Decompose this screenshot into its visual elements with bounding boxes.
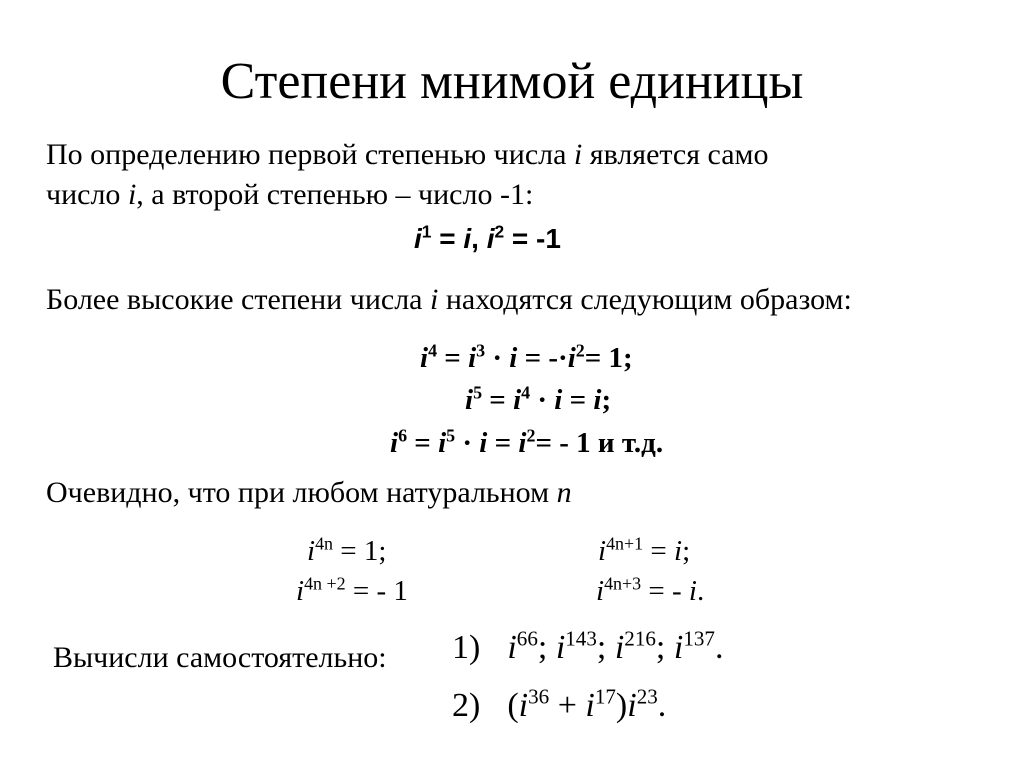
eq-text: = 1;: [333, 535, 387, 567]
eq-symbol: i: [507, 629, 517, 666]
intro-text: число: [46, 178, 128, 211]
equation-i4: [420, 341, 633, 375]
eq-text: ,: [471, 223, 487, 254]
eq-text: ·: [530, 384, 555, 416]
eq-exponent: 4n+1: [606, 533, 644, 554]
eq-symbol: i: [438, 427, 447, 459]
eq-symbol: i: [596, 575, 605, 607]
eq-text: =: [487, 427, 519, 459]
eq-exponent: 4: [521, 382, 531, 403]
eq-symbol: i: [673, 629, 684, 666]
eq-text: ·: [485, 342, 510, 374]
eq-symbol: i: [509, 342, 518, 374]
eq-text: =: [562, 384, 594, 416]
eq-text: =: [407, 427, 439, 459]
eq-exponent: 216: [624, 626, 656, 651]
eq-exponent: 23: [636, 684, 658, 709]
eq-exponent: 1: [421, 221, 432, 242]
eq-text: = -1: [504, 223, 561, 254]
eq-exponent: 5: [446, 425, 456, 446]
imaginary-unit: i: [573, 138, 583, 171]
natural-n: n: [556, 476, 572, 509]
eq-text: = - 1: [345, 575, 408, 607]
equation-i5: [465, 383, 611, 417]
formula-i4n3: [596, 574, 704, 608]
exercise-number: 1): [452, 629, 481, 666]
obvious-sentence: Очевидно, что при любом натуральном: [46, 476, 557, 509]
higher-text: Более высокие степени числа: [46, 283, 430, 316]
eq-exponent: 2: [494, 221, 505, 242]
intro-line-1: [46, 137, 769, 173]
eq-symbol: i: [463, 223, 472, 254]
eq-text: =: [482, 384, 514, 416]
eq-symbol: i: [614, 629, 625, 666]
eq-text: (: [507, 687, 519, 724]
formula-i4n: [307, 534, 386, 568]
eq-exponent: 36: [528, 684, 550, 709]
exercise-1: [452, 628, 723, 668]
eq-symbol: i: [468, 342, 477, 374]
eq-exponent: 4: [428, 340, 438, 361]
eq-exponent: 5: [473, 382, 483, 403]
eq-symbol: i: [479, 427, 488, 459]
eq-text: = 1;: [584, 342, 633, 374]
exercise-2: [452, 686, 666, 726]
basic-equation: [414, 222, 561, 256]
eq-text: +: [549, 687, 586, 724]
eq-exponent: 2: [526, 425, 536, 446]
eq-text: ;: [655, 629, 674, 666]
eq-symbol: i: [518, 427, 527, 459]
eq-symbol: i: [674, 535, 683, 567]
eq-text: .: [696, 575, 705, 607]
eq-exponent: 4n +2: [304, 573, 346, 594]
eq-exponent: 6: [398, 425, 408, 446]
imaginary-unit: i: [127, 178, 137, 211]
higher-text: находятся следующим образом:: [438, 283, 852, 316]
eq-text: = - 1 и т.д.: [535, 427, 664, 459]
eq-symbol: i: [598, 535, 607, 567]
eq-text: ;: [682, 535, 691, 567]
intro-line-2: [46, 177, 533, 213]
intro-text: является само: [582, 138, 769, 171]
eq-text: = -: [641, 575, 689, 607]
eq-text: ): [615, 687, 628, 724]
eq-text: ;: [596, 629, 615, 666]
eq-exponent: 17: [594, 684, 616, 709]
eq-text: ;: [537, 629, 556, 666]
eq-exponent: 4n+3: [604, 573, 642, 594]
eq-symbol: i: [627, 687, 637, 724]
eq-symbol: i: [513, 384, 522, 416]
eq-exponent: 66: [516, 626, 538, 651]
eq-exponent: 4n: [315, 533, 334, 554]
eq-text: =: [437, 342, 469, 374]
imaginary-unit: i: [429, 283, 439, 316]
eq-text: =: [431, 223, 464, 254]
eq-symbol: i: [593, 384, 602, 416]
eq-text: =: [643, 535, 675, 567]
eq-symbol: i: [555, 629, 566, 666]
eq-text: = -·: [517, 342, 568, 374]
eq-symbol: i: [465, 384, 474, 416]
eq-exponent: 3: [476, 340, 486, 361]
eq-symbol: i: [585, 687, 595, 724]
page-title: Степени мнимой единицы: [220, 53, 804, 110]
intro-text: , а второй степенью – число -1:: [136, 178, 534, 211]
higher-powers-text: [46, 282, 852, 318]
eq-symbol: i: [414, 223, 422, 254]
eq-text: .: [714, 629, 724, 666]
formula-i4n1: [598, 534, 690, 568]
eq-symbol: i: [554, 384, 563, 416]
eq-text: .: [657, 687, 667, 724]
eq-symbol: i: [688, 575, 697, 607]
intro-text: По определению первой степенью числа: [46, 138, 574, 171]
eq-exponent: 143: [565, 626, 597, 651]
eq-symbol: i: [390, 427, 399, 459]
eq-symbol: i: [420, 342, 429, 374]
eq-text: ·: [455, 427, 480, 459]
eq-symbol: i: [307, 535, 316, 567]
eq-symbol: i: [518, 687, 529, 724]
eq-exponent: 137: [683, 626, 715, 651]
eq-exponent: 2: [575, 340, 585, 361]
eq-symbol: i: [567, 342, 576, 374]
eq-symbol: i: [296, 575, 305, 607]
formula-i4n2: [296, 574, 408, 608]
obvious-text: [46, 475, 572, 511]
exercise-label: Вычисли самостоятельно:: [53, 641, 387, 674]
eq-symbol: i: [486, 223, 495, 254]
exercise-number: 2): [452, 687, 481, 724]
eq-text: ;: [601, 384, 612, 416]
equation-i6: [390, 426, 663, 460]
